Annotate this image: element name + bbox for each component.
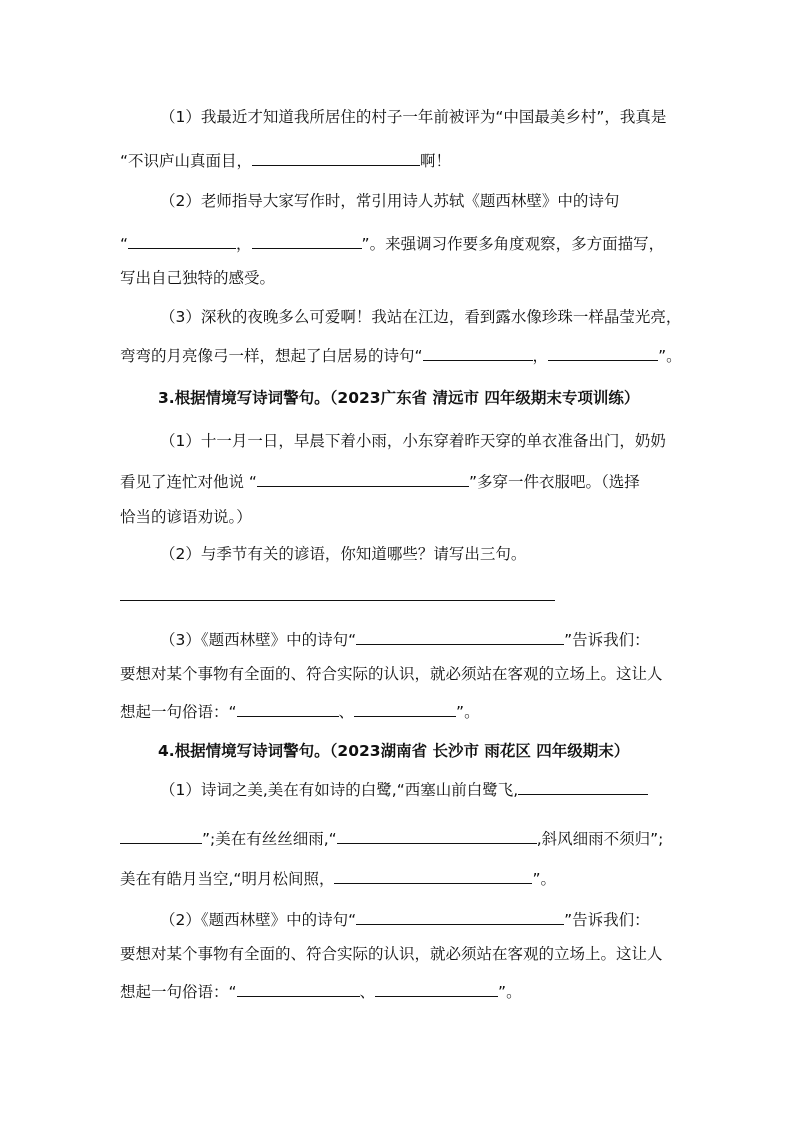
answer-blank[interactable] bbox=[120, 828, 202, 844]
s3-q1-text-b: ”多穿一件衣服吧。（选择 bbox=[468, 473, 640, 491]
s3-q3-line1 bbox=[160, 629, 650, 650]
prev-q1-line1: （1）我最近才知道我所居住的村子一年前被评为“中国最美乡村”，我真是 bbox=[160, 108, 667, 126]
s4-q2-text-c: 想起一句俗语：“ bbox=[120, 983, 237, 1001]
prev-q1-text-a: “不识庐山真面目， bbox=[120, 152, 253, 170]
s3-q3-text-d: 、 bbox=[338, 703, 355, 721]
prev-q1-text-b: 啊！ bbox=[420, 152, 452, 170]
prev-q3-text-c: ”。 bbox=[658, 347, 682, 365]
prev-q2-line3: 写出自己独特的感受。 bbox=[120, 269, 276, 287]
answer-blank[interactable] bbox=[257, 471, 469, 487]
answer-blank[interactable] bbox=[375, 981, 498, 997]
answer-blank[interactable] bbox=[252, 150, 420, 166]
answer-blank[interactable] bbox=[356, 909, 564, 925]
section4-heading: 4.根据情境写诗词警句。（2023湖南省 长沙市 雨花区 四年级期末） bbox=[158, 742, 630, 760]
s3-q3-text-a: （3）《题西林壁》中的诗句“ bbox=[160, 631, 357, 649]
answer-blank[interactable] bbox=[128, 233, 236, 249]
s4-q2-text-a: （2）《题西林壁》中的诗句“ bbox=[160, 911, 357, 929]
prev-q1-line2 bbox=[120, 150, 451, 171]
s3-q3-text-b: ”告诉我们： bbox=[564, 631, 650, 649]
s4-q1-text-b: ”;美在有丝丝细雨,“ bbox=[202, 830, 337, 848]
s4-q1-text-e: ”。 bbox=[532, 870, 556, 888]
s3-q3-text-c: 想起一句俗语：“ bbox=[120, 703, 237, 721]
s4-q2-line3 bbox=[120, 981, 522, 1002]
prev-q3-text-a: 弯弯的月亮像弓一样，想起了白居易的诗句“ bbox=[120, 347, 423, 365]
prev-q2-text-c: ”。来强调习作要多角度观察，多方面描写， bbox=[361, 235, 665, 253]
prev-q3-line1: （3）深秋的夜晚多么可爱啊！我站在江边，看到露水像珍珠一样晶莹光亮， bbox=[160, 308, 682, 326]
answer-blank[interactable] bbox=[237, 701, 339, 717]
prev-q2-line1: （2）老师指导大家写作时，常引用诗人苏轼《题西林壁》中的诗句 bbox=[160, 192, 620, 210]
s3-q3-text-e: ”。 bbox=[456, 703, 480, 721]
prev-q2-text-a: “ bbox=[120, 235, 129, 253]
answer-blank[interactable] bbox=[237, 981, 360, 997]
answer-blank[interactable] bbox=[337, 828, 537, 844]
s4-q1-line2 bbox=[120, 828, 663, 849]
answer-blank[interactable] bbox=[423, 345, 533, 361]
s4-q2-text-d: 、 bbox=[359, 983, 376, 1001]
answer-blank[interactable] bbox=[334, 868, 532, 884]
answer-blank[interactable] bbox=[518, 779, 648, 795]
s3-q1-line2 bbox=[120, 471, 640, 492]
section3-heading: 3.根据情境写诗词警句。（2023广东省 清远市 四年级期末专项训练） bbox=[158, 389, 640, 407]
prev-q3-line2 bbox=[120, 345, 682, 366]
s3-q2-line1: （2）与季节有关的谚语，你知道哪些？请写出三句。 bbox=[160, 545, 527, 563]
answer-blank[interactable] bbox=[252, 233, 362, 249]
s4-q1-text-c: ,斜风细雨不须归”; bbox=[536, 830, 664, 848]
prev-q3-text-b: ， bbox=[532, 347, 549, 365]
answer-blank[interactable] bbox=[548, 345, 658, 361]
s3-q1-text-a: 看见了连忙对他说 “ bbox=[120, 473, 257, 491]
answer-line[interactable] bbox=[120, 600, 555, 601]
s4-q1-line1 bbox=[160, 779, 648, 800]
s4-q2-line2: 要想对某个事物有全面的、符合实际的认识，就必须站在客观的立场上。这让人 bbox=[120, 945, 663, 963]
answer-blank[interactable] bbox=[356, 629, 564, 645]
s4-q2-line1 bbox=[160, 909, 650, 930]
s4-q2-text-e: ”。 bbox=[498, 983, 522, 1001]
prev-q2-line2 bbox=[120, 233, 664, 254]
answer-blank[interactable] bbox=[354, 701, 456, 717]
s3-q1-line1: （1）十一月一日，早晨下着小雨，小东穿着昨天穿的单衣准备出门，奶奶 bbox=[160, 432, 666, 450]
prev-q2-text-b: ， bbox=[236, 235, 252, 253]
s3-q1-line3: 恰当的谚语劝说。） bbox=[120, 508, 252, 526]
s4-q1-line3 bbox=[120, 868, 556, 889]
s4-q1-text-a: （1）诗词之美,美在有如诗的白鹭,“西塞山前白鹭飞, bbox=[160, 781, 519, 799]
s3-q3-line2: 要想对某个事物有全面的、符合实际的认识，就必须站在客观的立场上。这让人 bbox=[120, 665, 663, 683]
s3-q3-line3 bbox=[120, 701, 480, 722]
s4-q1-text-d: 美在有皓月当空,“明月松间照， bbox=[120, 870, 335, 888]
s4-q2-text-b: ”告诉我们： bbox=[564, 911, 650, 929]
